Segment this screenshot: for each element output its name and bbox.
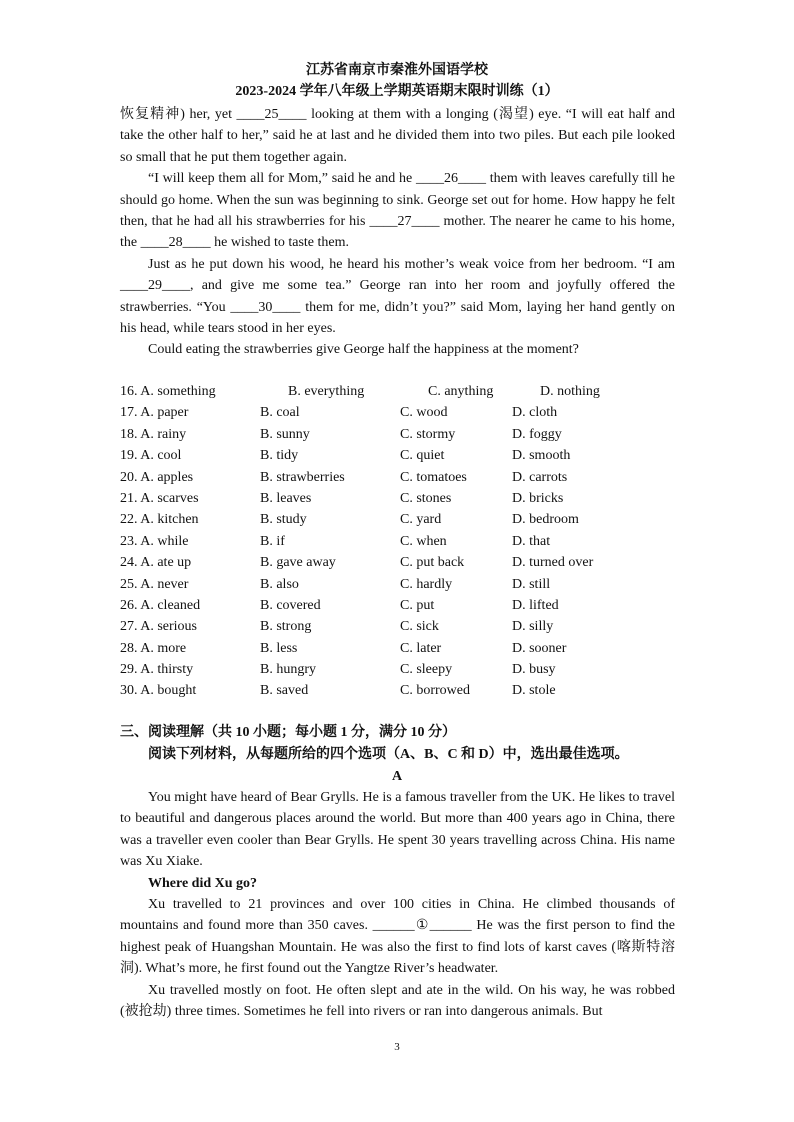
option-a-text: A. bought [140,683,197,699]
question-row [120,424,680,445]
option-a [120,531,188,552]
question-row [120,509,680,530]
question-row [120,467,680,488]
option-c: C. hardly [400,576,453,592]
reading-paragraph-1: You might have heard of Bear Grylls. He is a famous traveller from the UK. He likes to travel to beautiful and dangerous places around the world. But more than 400 years ago in China, there was a traveller even cooler than Bear Grylls. He spent 30 years travelling across China. His name was Xu Xiake. [120,790,675,870]
option-a-text: A. rainy [140,426,187,442]
option-b: B. leaves [260,490,312,506]
passage-paragraph-1: 恢复精神) her, yet ____25____ looking at them with a longing (渴望) eye. “I will eat half and take the other half to her,” said he at last and he divided them into two piles. But each pile looked so small that he put them together again. [120,107,675,165]
option-b: B. strawberries [260,469,345,485]
page-number: 3 [394,1041,400,1053]
question-number: 26. [120,597,138,613]
option-a [120,402,188,423]
question-number: 30. [120,683,138,699]
question-number: 21. [120,490,138,506]
question-row [120,531,680,552]
option-d: D. stole [512,683,556,699]
option-b: B. coal [260,405,300,421]
option-a-text: A. never [140,576,189,592]
option-a [120,509,199,530]
passage-paragraph-3: Just as he put down his wood, he heard his mother’s weak voice from her bedroom. “I am ____29____, and give me some tea.” George ran into her room and joyfully offered the strawberries. “You ____30____ them for me, didn’t you?” said Mom, laying her hand gently on his head, while tears stood in her eyes. [120,256,675,337]
reading-paragraph-2: Xu travelled to 21 provinces and over 100 cities in China. He climbed thousands of mountains and found more than 350 caves. ______①______ He was the first person to find the highest peak of Huangshan Mountain. He was also the first to find lots of karst caves (喀斯特溶洞). What’s more, he first found out the Yangtze River’s headwater. [120,897,675,977]
question-row [120,552,680,573]
option-d: D. that [512,533,551,549]
option-b: B. covered [260,597,321,613]
option-a [120,424,186,445]
question-row [120,381,680,402]
question-number: 19. [120,448,138,464]
option-d: D. sooner [512,640,567,656]
option-a-text: A. while [140,533,189,549]
option-a [120,616,197,637]
option-a-text: A. paper [140,405,189,421]
option-a [120,659,193,680]
option-c: C. when [400,533,447,549]
question-row [120,659,680,680]
option-a [120,552,191,573]
question-number: 23. [120,533,138,549]
passage-label: A [391,769,403,784]
question-row [120,445,680,466]
option-a [120,680,196,701]
question-row [120,574,680,595]
option-b: B. if [260,533,285,549]
option-b: B. saved [260,683,309,699]
option-c: C. anything [428,384,494,399]
option-a-text: A. ate up [140,555,192,571]
option-b: B. also [260,576,299,592]
options-list [120,381,680,702]
option-d: D. cloth [512,405,558,421]
option-b: B. study [260,512,307,528]
option-b: B. less [260,640,298,656]
option-b: B. strong [260,619,312,635]
option-c: C. wood [400,405,448,421]
option-a-text: A. apples [140,469,194,485]
option-a [120,381,216,402]
option-d: D. carrots [512,469,568,485]
school-title: 江苏省南京市秦淮外国语学校 [306,63,488,78]
option-d: D. nothing [540,384,600,399]
question-row [120,638,680,659]
option-c: C. sleepy [400,662,453,678]
reading-subheading: Where did Xu go? [148,875,258,891]
option-d: D. lifted [512,597,559,613]
reading-passage [120,787,675,1022]
option-c: C. yard [400,512,442,528]
option-a [120,595,200,616]
question-number: 28. [120,640,138,656]
option-a-text: A. thirsty [140,662,194,678]
option-a-text: A. cool [140,448,182,464]
question-number: 16. [120,384,138,399]
question-row [120,595,680,616]
cloze-passage [120,104,675,361]
section-heading: 三、阅读理解（共 10 小题；每小题 1 分，满分 10 分） [120,725,456,740]
option-c: C. sick [400,619,439,635]
option-c: C. later [400,640,442,656]
question-number: 17. [120,405,138,421]
option-a-text: A. something [140,384,216,399]
reading-paragraph-3: Xu travelled mostly on foot. He often slept and ate in the wild. On his way, he was robbed (被抢劫) three times. Sometimes he fell into rivers or ran into dangerous animals. But [120,982,675,1020]
question-number: 24. [120,555,138,571]
option-c: C. stones [400,490,452,506]
option-c: C. quiet [400,448,445,464]
option-a [120,445,181,466]
question-row [120,402,680,423]
option-a-text: A. serious [140,619,198,635]
section-instruction: 阅读下列材料，从每题所给的四个选项（A、B、C 和 D）中，选出最佳选项。 [148,747,629,762]
passage-paragraph-2: “I will keep them all for Mom,” said he and he ____26____ them with leaves carefully till he should go home. When the sun was beginning to sink. George set out for home. How happy he felt then, that he had all his strawberries for his ____27____ mother. The nearer he came to his home, the ____28____ he wished to taste them. [120,171,675,251]
option-d: D. busy [512,662,556,678]
option-a-text: A. cleaned [140,597,201,613]
option-c: C. tomatoes [400,469,467,485]
option-a-text: A. scarves [140,490,199,506]
option-d: D. foggy [512,426,562,442]
option-b: B. tidy [260,448,299,464]
question-number: 25. [120,576,138,592]
question-number: 22. [120,512,138,528]
option-b: B. sunny [260,426,310,442]
question-number: 29. [120,662,138,678]
option-a [120,467,193,488]
question-row [120,616,680,637]
option-d: D. still [512,576,551,592]
question-row [120,488,680,509]
exam-title: 2023-2024 学年八年级上学期英语期末限时训练（1） [235,84,559,99]
passage-paragraph-4: Could eating the strawberries give George half the happiness at the moment? [148,342,579,358]
option-d: D. smooth [512,448,571,464]
option-c: C. borrowed [400,683,470,699]
option-a-text: A. kitchen [140,512,199,528]
option-b: B. hungry [260,662,316,678]
option-c: C. stormy [400,426,456,442]
option-a [120,574,188,595]
option-a-text: A. more [140,640,187,656]
question-number: 27. [120,619,138,635]
question-row [120,680,680,701]
option-c: C. put back [400,555,465,571]
option-a [120,488,199,509]
question-number: 18. [120,426,138,442]
option-a [120,638,186,659]
option-d: D. silly [512,619,554,635]
option-d: D. bedroom [512,512,579,528]
option-b: B. gave away [260,555,336,571]
option-c: C. put [400,597,435,613]
option-d: D. turned over [512,555,594,571]
question-number: 20. [120,469,138,485]
option-b: B. everything [288,384,365,399]
option-d: D. bricks [512,490,564,506]
